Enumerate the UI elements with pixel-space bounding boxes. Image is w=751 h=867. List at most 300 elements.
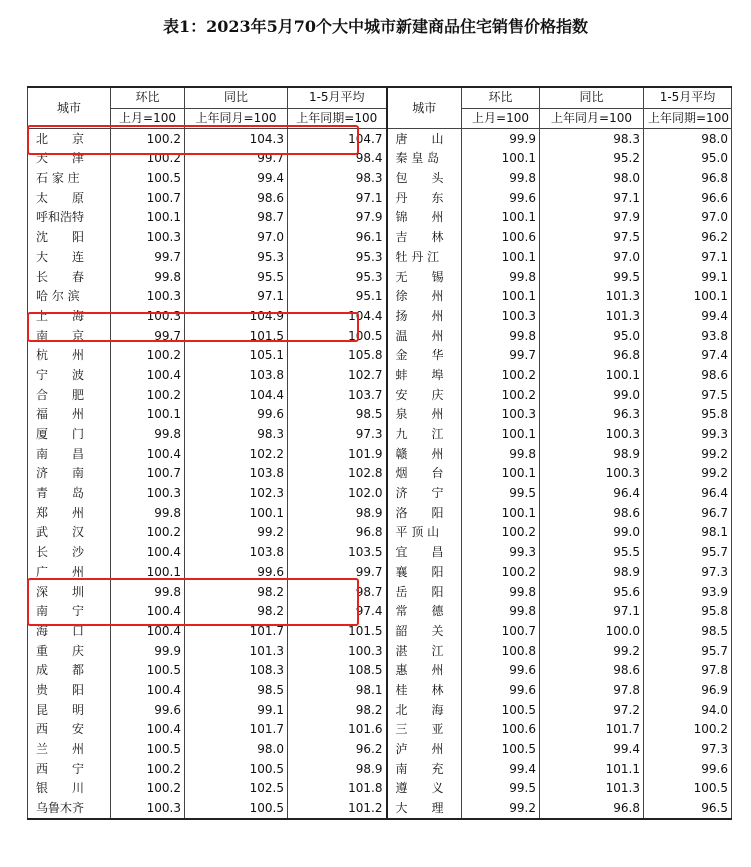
mom-cell-left: 100.2 [111, 779, 185, 799]
city-cell-left: 南 昌 [28, 444, 111, 464]
city-cell-right: 大 理 [387, 799, 462, 820]
mom-cell-right: 100.1 [462, 287, 540, 307]
avg-cell-left: 102.8 [288, 464, 387, 484]
table-row [28, 622, 732, 642]
city-cell-left: 石 家 庄 [28, 169, 111, 189]
city-cell-left: 银 川 [28, 779, 111, 799]
yoy-cell-right: 97.0 [540, 248, 644, 268]
city-cell-right: 九 江 [387, 425, 462, 445]
avg-cell-right: 97.8 [644, 661, 732, 681]
mom-cell-left: 100.5 [111, 169, 185, 189]
mom-cell-right: 99.8 [462, 582, 540, 602]
avg-cell-left: 98.9 [288, 759, 387, 779]
mom-cell-left: 100.7 [111, 464, 185, 484]
table-row [28, 149, 732, 169]
yoy-cell-right: 95.0 [540, 326, 644, 346]
mom-cell-right: 100.5 [462, 700, 540, 720]
mom-cell-right: 99.8 [462, 444, 540, 464]
avg-cell-right: 100.1 [644, 287, 732, 307]
yoy-cell-left: 100.5 [185, 759, 288, 779]
yoy-cell-left: 103.8 [185, 366, 288, 386]
mom-cell-left: 100.2 [111, 385, 185, 405]
header-yoy-right: 同比 [540, 87, 644, 108]
mom-cell-right: 100.3 [462, 405, 540, 425]
table-row [28, 287, 732, 307]
mom-cell-left: 99.9 [111, 641, 185, 661]
avg-cell-right: 99.2 [644, 464, 732, 484]
avg-cell-right: 99.1 [644, 267, 732, 287]
yoy-cell-right: 100.3 [540, 425, 644, 445]
city-cell-right: 济 宁 [387, 484, 462, 504]
mom-cell-left: 100.3 [111, 484, 185, 504]
mom-cell-left: 100.7 [111, 188, 185, 208]
yoy-cell-right: 96.8 [540, 799, 644, 820]
avg-cell-left: 96.8 [288, 523, 387, 543]
mom-cell-right: 99.7 [462, 346, 540, 366]
city-cell-left: 厦 门 [28, 425, 111, 445]
yoy-cell-right: 97.9 [540, 208, 644, 228]
city-cell-left: 深 圳 [28, 582, 111, 602]
city-cell-left: 天 津 [28, 149, 111, 169]
mom-cell-left: 100.5 [111, 661, 185, 681]
city-cell-right: 包 头 [387, 169, 462, 189]
mom-cell-left: 99.8 [111, 267, 185, 287]
yoy-cell-left: 97.0 [185, 228, 288, 248]
mom-cell-left: 100.1 [111, 405, 185, 425]
yoy-cell-right: 96.8 [540, 346, 644, 366]
city-cell-left: 郑 州 [28, 503, 111, 523]
avg-cell-left: 98.3 [288, 169, 387, 189]
avg-cell-right: 98.5 [644, 622, 732, 642]
yoy-cell-right: 97.1 [540, 188, 644, 208]
city-cell-left: 昆 明 [28, 700, 111, 720]
city-cell-left: 南 宁 [28, 602, 111, 622]
yoy-cell-right: 101.3 [540, 307, 644, 327]
yoy-cell-right: 97.5 [540, 228, 644, 248]
avg-cell-right: 96.2 [644, 228, 732, 248]
yoy-cell-right: 95.6 [540, 582, 644, 602]
yoy-cell-right: 96.3 [540, 405, 644, 425]
price-index-table [27, 86, 732, 820]
yoy-cell-right: 99.0 [540, 523, 644, 543]
table-row [28, 720, 732, 740]
yoy-cell-left: 99.2 [185, 523, 288, 543]
table-row [28, 208, 732, 228]
avg-cell-left: 98.4 [288, 149, 387, 169]
mom-cell-right: 100.5 [462, 740, 540, 760]
table-row [28, 188, 732, 208]
avg-cell-left: 104.4 [288, 307, 387, 327]
yoy-cell-left: 98.7 [185, 208, 288, 228]
mom-cell-right: 100.6 [462, 720, 540, 740]
avg-cell-right: 97.5 [644, 385, 732, 405]
city-cell-left: 西 安 [28, 720, 111, 740]
mom-cell-left: 99.8 [111, 582, 185, 602]
avg-cell-left: 101.6 [288, 720, 387, 740]
avg-cell-right: 98.0 [644, 129, 732, 149]
yoy-cell-right: 95.2 [540, 149, 644, 169]
subheader-yoy-left: 上年同月=100 [185, 108, 288, 129]
yoy-cell-right: 97.1 [540, 602, 644, 622]
mom-cell-right: 99.8 [462, 602, 540, 622]
city-cell-left: 合 肥 [28, 385, 111, 405]
subheader-yoy-right: 上年同月=100 [540, 108, 644, 129]
avg-cell-left: 95.1 [288, 287, 387, 307]
mom-cell-left: 100.4 [111, 444, 185, 464]
city-cell-right: 无 锡 [387, 267, 462, 287]
mom-cell-right: 100.2 [462, 523, 540, 543]
table-title: 表1：2023年5月70个大中城市新建商品住宅销售价格指数 [162, 17, 589, 36]
avg-cell-left: 101.2 [288, 799, 387, 820]
city-cell-left: 上 海 [28, 307, 111, 327]
city-cell-right: 安 庆 [387, 385, 462, 405]
city-cell-right: 赣 州 [387, 444, 462, 464]
mom-cell-left: 100.5 [111, 740, 185, 760]
yoy-cell-right: 95.5 [540, 543, 644, 563]
avg-cell-right: 96.5 [644, 799, 732, 820]
city-cell-left: 乌鲁木齐 [28, 799, 111, 820]
mom-cell-left: 100.2 [111, 149, 185, 169]
mom-cell-right: 100.8 [462, 641, 540, 661]
yoy-cell-left: 101.5 [185, 326, 288, 346]
city-cell-right: 岳 阳 [387, 582, 462, 602]
avg-cell-left: 96.2 [288, 740, 387, 760]
mom-cell-left: 100.4 [111, 366, 185, 386]
yoy-cell-left: 101.3 [185, 641, 288, 661]
table-row [28, 582, 732, 602]
table-row [28, 405, 732, 425]
table-row [28, 464, 732, 484]
city-cell-right: 锦 州 [387, 208, 462, 228]
city-cell-left: 呼和浩特 [28, 208, 111, 228]
city-cell-right: 襄 阳 [387, 563, 462, 583]
mom-cell-left: 100.4 [111, 602, 185, 622]
yoy-cell-left: 102.3 [185, 484, 288, 504]
city-cell-left: 重 庆 [28, 641, 111, 661]
mom-cell-left: 100.2 [111, 129, 185, 149]
mom-cell-left: 100.3 [111, 287, 185, 307]
city-cell-left: 长 春 [28, 267, 111, 287]
city-cell-left: 西 宁 [28, 759, 111, 779]
avg-cell-right: 100.5 [644, 779, 732, 799]
city-cell-right: 湛 江 [387, 641, 462, 661]
city-cell-right: 烟 台 [387, 464, 462, 484]
city-cell-right: 丹 东 [387, 188, 462, 208]
avg-cell-right: 93.9 [644, 582, 732, 602]
mom-cell-right: 99.8 [462, 267, 540, 287]
city-cell-left: 成 都 [28, 661, 111, 681]
avg-cell-left: 96.1 [288, 228, 387, 248]
yoy-cell-left: 100.5 [185, 799, 288, 820]
city-cell-left: 福 州 [28, 405, 111, 425]
avg-cell-right: 95.0 [644, 149, 732, 169]
mom-cell-left: 99.7 [111, 248, 185, 268]
yoy-cell-left: 104.3 [185, 129, 288, 149]
mom-cell-right: 100.2 [462, 563, 540, 583]
avg-cell-right: 96.4 [644, 484, 732, 504]
mom-cell-right: 100.1 [462, 149, 540, 169]
avg-cell-right: 99.6 [644, 759, 732, 779]
city-cell-left: 太 原 [28, 188, 111, 208]
mom-cell-right: 99.6 [462, 188, 540, 208]
yoy-cell-left: 98.5 [185, 681, 288, 701]
table-row [28, 681, 732, 701]
avg-cell-left: 98.9 [288, 503, 387, 523]
city-cell-left: 宁 波 [28, 366, 111, 386]
city-cell-right: 北 海 [387, 700, 462, 720]
city-cell-right: 唐 山 [387, 129, 462, 149]
avg-cell-right: 95.8 [644, 602, 732, 622]
yoy-cell-right: 97.2 [540, 700, 644, 720]
city-cell-right: 韶 关 [387, 622, 462, 642]
avg-cell-left: 99.7 [288, 563, 387, 583]
avg-cell-left: 108.5 [288, 661, 387, 681]
city-cell-left: 青 岛 [28, 484, 111, 504]
city-cell-left: 贵 阳 [28, 681, 111, 701]
mom-cell-left: 100.1 [111, 563, 185, 583]
yoy-cell-left: 95.3 [185, 248, 288, 268]
table-row [28, 563, 732, 583]
mom-cell-right: 100.3 [462, 307, 540, 327]
yoy-cell-left: 102.2 [185, 444, 288, 464]
city-cell-right: 三 亚 [387, 720, 462, 740]
subheader-avg-left: 上年同期=100 [288, 108, 387, 129]
table-row [28, 700, 732, 720]
city-cell-right: 泸 州 [387, 740, 462, 760]
table-row [28, 740, 732, 760]
yoy-cell-left: 108.3 [185, 661, 288, 681]
avg-cell-left: 97.4 [288, 602, 387, 622]
city-cell-right: 扬 州 [387, 307, 462, 327]
avg-cell-right: 99.3 [644, 425, 732, 445]
avg-cell-right: 93.8 [644, 326, 732, 346]
city-cell-right: 秦 皇 岛 [387, 149, 462, 169]
yoy-cell-right: 97.8 [540, 681, 644, 701]
mom-cell-left: 100.2 [111, 346, 185, 366]
avg-cell-left: 104.7 [288, 129, 387, 149]
city-cell-left: 兰 州 [28, 740, 111, 760]
city-cell-left: 广 州 [28, 563, 111, 583]
yoy-cell-right: 98.9 [540, 563, 644, 583]
yoy-cell-left: 103.8 [185, 464, 288, 484]
avg-cell-right: 99.2 [644, 444, 732, 464]
yoy-cell-right: 99.5 [540, 267, 644, 287]
yoy-cell-right: 96.4 [540, 484, 644, 504]
mom-cell-left: 100.4 [111, 543, 185, 563]
yoy-cell-right: 100.1 [540, 366, 644, 386]
yoy-cell-left: 99.6 [185, 563, 288, 583]
avg-cell-left: 101.9 [288, 444, 387, 464]
yoy-cell-right: 101.3 [540, 287, 644, 307]
yoy-cell-right: 98.9 [540, 444, 644, 464]
table-row [28, 326, 732, 346]
mom-cell-left: 100.2 [111, 759, 185, 779]
header-row-2 [28, 108, 732, 129]
city-cell-left: 长 沙 [28, 543, 111, 563]
mom-cell-right: 99.8 [462, 326, 540, 346]
avg-cell-left: 98.1 [288, 681, 387, 701]
avg-cell-right: 96.8 [644, 169, 732, 189]
city-cell-right: 遵 义 [387, 779, 462, 799]
avg-cell-left: 98.7 [288, 582, 387, 602]
city-cell-right: 泉 州 [387, 405, 462, 425]
yoy-cell-left: 98.2 [185, 582, 288, 602]
mom-cell-right: 99.3 [462, 543, 540, 563]
mom-cell-left: 100.1 [111, 208, 185, 228]
yoy-cell-right: 98.0 [540, 169, 644, 189]
city-cell-left: 北 京 [28, 129, 111, 149]
header-mom-left: 环比 [111, 87, 185, 108]
table-row [28, 425, 732, 445]
yoy-cell-left: 99.6 [185, 405, 288, 425]
avg-cell-left: 97.1 [288, 188, 387, 208]
mom-cell-left: 100.4 [111, 622, 185, 642]
avg-cell-right: 99.4 [644, 307, 732, 327]
yoy-cell-right: 98.6 [540, 503, 644, 523]
avg-cell-left: 95.3 [288, 267, 387, 287]
avg-cell-left: 95.3 [288, 248, 387, 268]
avg-cell-right: 98.6 [644, 366, 732, 386]
yoy-cell-right: 98.6 [540, 661, 644, 681]
mom-cell-right: 100.6 [462, 228, 540, 248]
avg-cell-right: 97.4 [644, 346, 732, 366]
city-cell-left: 杭 州 [28, 346, 111, 366]
mom-cell-left: 99.8 [111, 425, 185, 445]
city-cell-left: 哈 尔 滨 [28, 287, 111, 307]
yoy-cell-left: 101.7 [185, 622, 288, 642]
table-row [28, 503, 732, 523]
city-cell-right: 惠 州 [387, 661, 462, 681]
yoy-cell-right: 98.3 [540, 129, 644, 149]
header-city-right: 城市 [387, 87, 462, 129]
city-cell-right: 吉 林 [387, 228, 462, 248]
mom-cell-right: 99.5 [462, 484, 540, 504]
avg-cell-left: 101.8 [288, 779, 387, 799]
city-cell-right: 常 德 [387, 602, 462, 622]
city-cell-right: 宜 昌 [387, 543, 462, 563]
avg-cell-right: 95.8 [644, 405, 732, 425]
table-row [28, 602, 732, 622]
mom-cell-right: 99.4 [462, 759, 540, 779]
avg-cell-left: 98.2 [288, 700, 387, 720]
avg-cell-right: 97.3 [644, 740, 732, 760]
mom-cell-right: 100.2 [462, 385, 540, 405]
yoy-cell-left: 104.4 [185, 385, 288, 405]
city-cell-left: 武 汉 [28, 523, 111, 543]
mom-cell-right: 100.1 [462, 425, 540, 445]
yoy-cell-left: 103.8 [185, 543, 288, 563]
avg-cell-left: 102.7 [288, 366, 387, 386]
table-row [28, 444, 732, 464]
table-row [28, 307, 732, 327]
mom-cell-left: 99.7 [111, 326, 185, 346]
table-row [28, 523, 732, 543]
header-avg-left: 1-5月平均 [288, 87, 387, 108]
header-city-left: 城市 [28, 87, 111, 129]
city-cell-right: 蚌 埠 [387, 366, 462, 386]
avg-cell-right: 100.2 [644, 720, 732, 740]
mom-cell-right: 100.1 [462, 464, 540, 484]
city-cell-right: 金 华 [387, 346, 462, 366]
table-row [28, 248, 732, 268]
table-row [28, 641, 732, 661]
avg-cell-right: 98.1 [644, 523, 732, 543]
city-cell-left: 沈 阳 [28, 228, 111, 248]
header-row-1 [28, 87, 732, 108]
city-cell-left: 海 口 [28, 622, 111, 642]
mom-cell-right: 100.1 [462, 248, 540, 268]
avg-cell-left: 101.5 [288, 622, 387, 642]
city-cell-right: 温 州 [387, 326, 462, 346]
mom-cell-left: 100.4 [111, 681, 185, 701]
avg-cell-right: 95.7 [644, 543, 732, 563]
mom-cell-left: 99.6 [111, 700, 185, 720]
mom-cell-right: 99.6 [462, 681, 540, 701]
table-row [28, 385, 732, 405]
mom-cell-left: 100.4 [111, 720, 185, 740]
table-body [28, 129, 732, 820]
avg-cell-right: 94.0 [644, 700, 732, 720]
avg-cell-left: 105.8 [288, 346, 387, 366]
yoy-cell-right: 101.7 [540, 720, 644, 740]
table-row [28, 484, 732, 504]
avg-cell-right: 95.7 [644, 641, 732, 661]
table-row [28, 779, 732, 799]
table-row [28, 228, 732, 248]
yoy-cell-left: 97.1 [185, 287, 288, 307]
table-row [28, 759, 732, 779]
avg-cell-left: 97.3 [288, 425, 387, 445]
mom-cell-right: 100.2 [462, 366, 540, 386]
city-cell-left: 南 京 [28, 326, 111, 346]
header-mom-right: 环比 [462, 87, 540, 108]
city-cell-right: 牡 丹 江 [387, 248, 462, 268]
subheader-avg-right: 上年同期=100 [644, 108, 732, 129]
yoy-cell-right: 99.4 [540, 740, 644, 760]
table-row [28, 129, 732, 149]
mom-cell-right: 100.1 [462, 503, 540, 523]
yoy-cell-left: 101.7 [185, 720, 288, 740]
yoy-cell-right: 100.3 [540, 464, 644, 484]
table-row [28, 346, 732, 366]
avg-cell-right: 96.7 [644, 503, 732, 523]
table-row [28, 661, 732, 681]
mom-cell-left: 100.2 [111, 523, 185, 543]
avg-cell-right: 96.6 [644, 188, 732, 208]
mom-cell-right: 100.1 [462, 208, 540, 228]
yoy-cell-left: 105.1 [185, 346, 288, 366]
header-yoy-left: 同比 [185, 87, 288, 108]
avg-cell-left: 103.7 [288, 385, 387, 405]
avg-cell-left: 100.3 [288, 641, 387, 661]
avg-cell-right: 97.3 [644, 563, 732, 583]
yoy-cell-left: 99.7 [185, 149, 288, 169]
city-cell-right: 洛 阳 [387, 503, 462, 523]
yoy-cell-left: 98.0 [185, 740, 288, 760]
yoy-cell-left: 104.9 [185, 307, 288, 327]
header-avg-right: 1-5月平均 [644, 87, 732, 108]
avg-cell-left: 103.5 [288, 543, 387, 563]
subheader-mom-left: 上月=100 [111, 108, 185, 129]
mom-cell-right: 99.5 [462, 779, 540, 799]
yoy-cell-left: 102.5 [185, 779, 288, 799]
mom-cell-right: 99.8 [462, 169, 540, 189]
yoy-cell-right: 101.3 [540, 779, 644, 799]
city-cell-right: 南 充 [387, 759, 462, 779]
avg-cell-left: 102.0 [288, 484, 387, 504]
mom-cell-right: 100.7 [462, 622, 540, 642]
avg-cell-right: 97.0 [644, 208, 732, 228]
